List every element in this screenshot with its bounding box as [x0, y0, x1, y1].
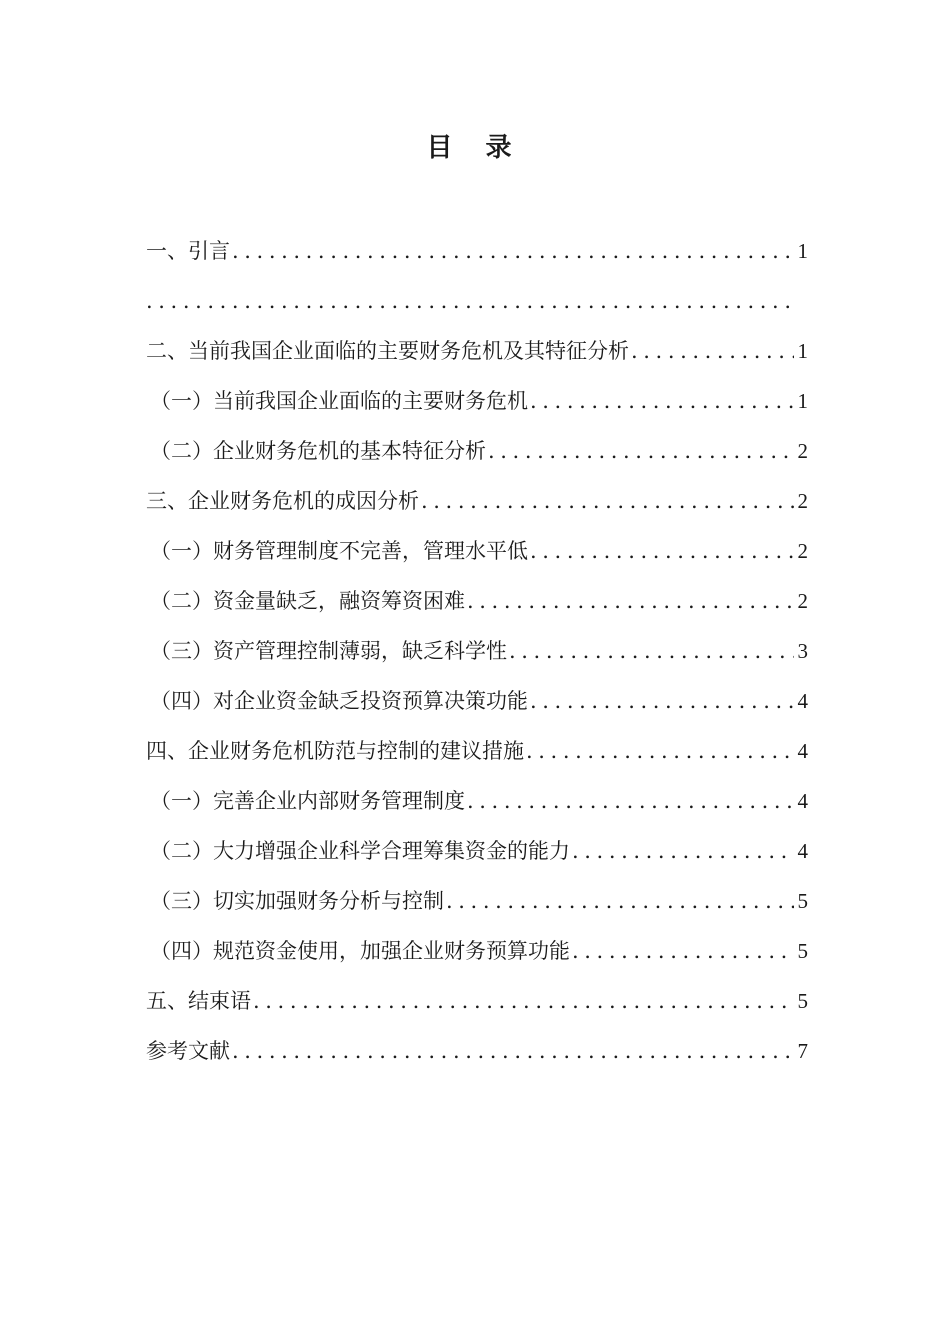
toc-leader-dots — [509, 626, 794, 676]
toc-entry-text: 一、引言 — [146, 239, 230, 263]
toc-leader-dots — [631, 326, 794, 376]
toc-entry-text: （一）财务管理制度不完善，管理水平低 — [150, 539, 528, 563]
toc-leader-dots — [467, 776, 794, 826]
toc-entry-text: 四、企业财务危机防范与控制的建议措施 — [146, 739, 524, 763]
toc-leader-dots — [146, 276, 796, 326]
toc-entry[interactable] — [146, 476, 808, 526]
toc-leader-dots — [421, 476, 794, 526]
toc-entry[interactable] — [146, 726, 808, 776]
toc-entry[interactable] — [146, 926, 808, 976]
toc-entry-page: 1 — [797, 239, 808, 263]
toc-entry-text: 五、结束语 — [146, 989, 251, 1013]
toc-entry — [146, 276, 808, 326]
toc-title: 目 录 — [426, 133, 524, 163]
toc-list — [146, 226, 808, 1076]
toc-leader-dots — [530, 676, 794, 726]
toc-leader-dots — [232, 1026, 794, 1076]
toc-entry-page: 2 — [797, 589, 808, 613]
toc-entry-page: 2 — [797, 489, 808, 513]
toc-entry[interactable] — [146, 826, 808, 876]
toc-entry[interactable] — [146, 676, 808, 726]
toc-entry-page: 1 — [797, 389, 808, 413]
toc-entry-text: 三、企业财务危机的成因分析 — [146, 489, 419, 513]
toc-leader-dots — [253, 976, 794, 1026]
toc-entry-text: （四）规范资金使用，加强企业财务预算功能 — [150, 939, 570, 963]
toc-entry-page: 1 — [797, 339, 808, 363]
toc-entry-page: 5 — [797, 989, 808, 1013]
toc-entry-text: （四）对企业资金缺乏投资预算决策功能 — [150, 689, 528, 713]
toc-leader-dots — [446, 876, 794, 926]
toc-leader-dots — [232, 226, 794, 276]
toc-entry-text: （二）资金量缺乏，融资筹资困难 — [150, 589, 465, 613]
toc-entry-page: 3 — [797, 639, 808, 663]
toc-entry[interactable] — [146, 426, 808, 476]
toc-entry[interactable] — [146, 326, 808, 376]
toc-entry-text: （二）大力增强企业科学合理筹集资金的能力 — [150, 839, 570, 863]
toc-entry-text: （三）切实加强财务分析与控制 — [150, 889, 444, 913]
toc-leader-dots — [572, 926, 794, 976]
toc-entry-page: 7 — [797, 1039, 808, 1063]
toc-entry[interactable] — [146, 776, 808, 826]
toc-entry-page: 5 — [797, 939, 808, 963]
toc-entry-page: 5 — [797, 889, 808, 913]
toc-entry-text: （二）企业财务危机的基本特征分析 — [150, 439, 486, 463]
toc-entry[interactable] — [146, 1026, 808, 1076]
toc-entry-page: 2 — [797, 439, 808, 463]
toc-leader-dots — [488, 426, 794, 476]
toc-entry-page: 4 — [797, 689, 808, 713]
toc-entry-page: 4 — [797, 789, 808, 813]
toc-leader-dots — [530, 376, 794, 426]
toc-leader-dots — [467, 576, 794, 626]
toc-leader-dots — [526, 726, 794, 776]
toc-entry-page: 4 — [797, 839, 808, 863]
toc-leader-dots — [530, 526, 794, 576]
toc-entry-text: （一）完善企业内部财务管理制度 — [150, 789, 465, 813]
toc-entry[interactable] — [146, 976, 808, 1026]
toc-entry[interactable] — [146, 226, 808, 276]
toc-entry-text: （三）资产管理控制薄弱，缺乏科学性 — [150, 639, 507, 663]
toc-leader-dots — [572, 826, 794, 876]
toc-entry-text: 参考文献 — [146, 1039, 230, 1063]
toc-entry[interactable] — [146, 376, 808, 426]
toc-entry[interactable] — [146, 876, 808, 926]
toc-entry-page: 2 — [797, 539, 808, 563]
toc-entry-text: （一）当前我国企业面临的主要财务危机 — [150, 389, 528, 413]
toc-entry[interactable] — [146, 576, 808, 626]
toc-entry-text: 二、当前我国企业面临的主要财务危机及其特征分析 — [146, 339, 629, 363]
toc-entry-page: 4 — [797, 739, 808, 763]
toc-entry[interactable] — [146, 526, 808, 576]
toc-entry[interactable] — [146, 626, 808, 676]
